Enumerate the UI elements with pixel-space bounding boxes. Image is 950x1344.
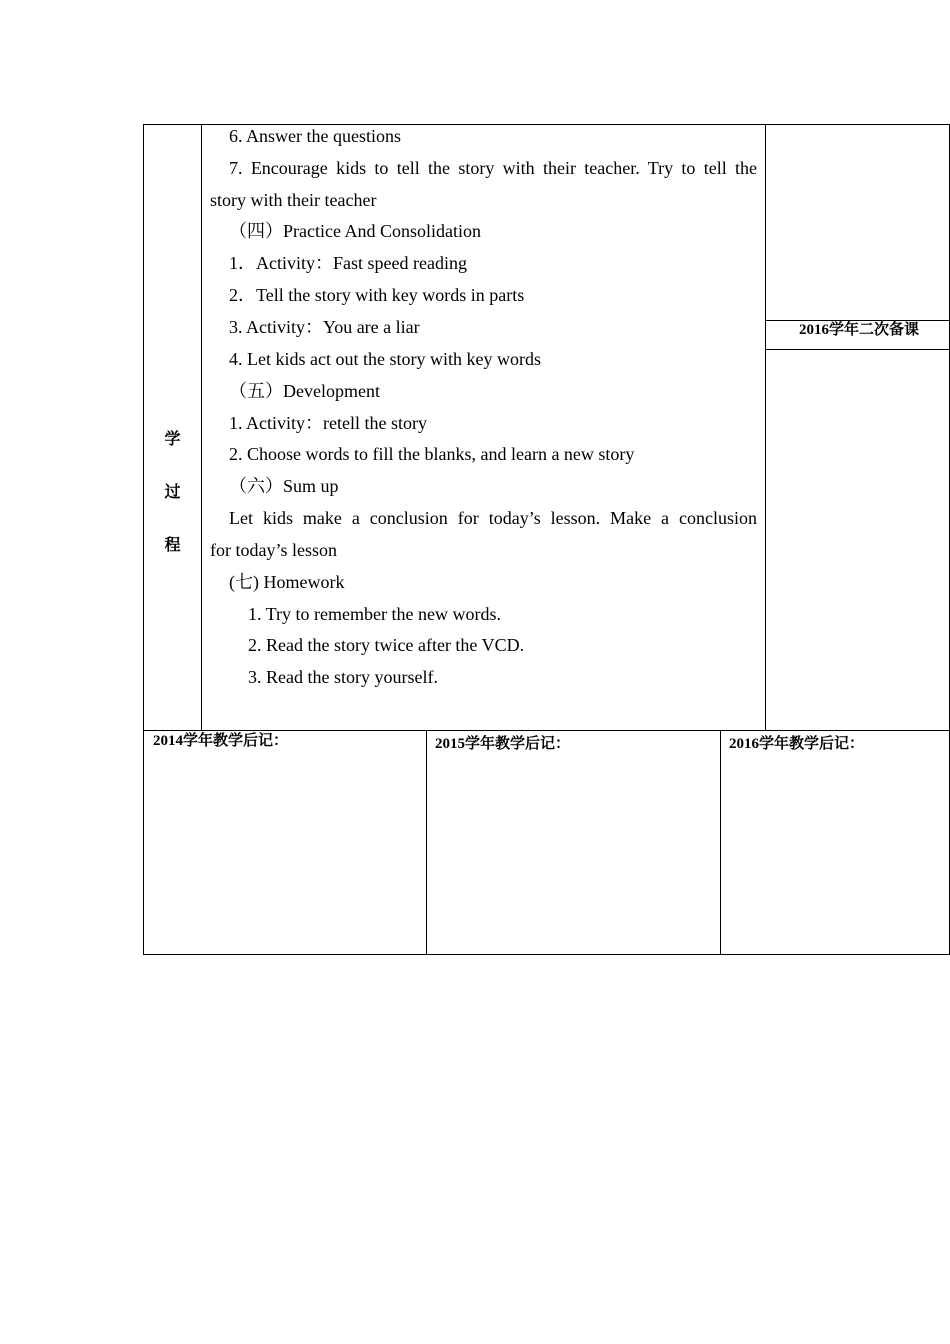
right-header-bottom-border (765, 349, 950, 350)
item-7-line-1: 7. Encourage kids to tell the story with their teacher. Try to tell the (229, 158, 757, 178)
homework-item-3: 3. Read the story yourself. (248, 667, 438, 687)
section-5-item-2: 2. Choose words to fill the blanks, and learn a new story (229, 444, 635, 464)
section-4-item-2: 2．Tell the story with key words in parts (229, 285, 525, 305)
table-middle-border (143, 730, 950, 731)
homework-item-1: 1. Try to remember the new words. (248, 604, 501, 624)
section-4-heading: （四）Practice And Consolidation (229, 221, 481, 241)
side-label-char-2: 过 (164, 482, 181, 501)
side-label-char-1: 学 (164, 429, 181, 448)
section-6-line-2: for today’s lesson (210, 540, 337, 560)
side-label-char-3: 程 (164, 535, 181, 554)
notes-divider-1 (426, 730, 427, 955)
notes-2016-label: 2016学年教学后记： (729, 736, 865, 752)
second-preparation-header: 2016学年二次备课 (799, 322, 920, 338)
item-7-line-2: story with their teacher (210, 190, 377, 210)
section-4-item-3: 3. Activity：You are a liar (229, 317, 420, 337)
section-4-item-1: 1．Activity：Fast speed reading (229, 253, 467, 273)
section-7-heading: (七) Homework (229, 572, 345, 592)
notes-2015-label: 2015学年教学后记： (435, 736, 571, 752)
section-6-heading: （六）Sum up (229, 476, 339, 496)
table-bottom-border (143, 954, 950, 955)
side-column-divider (201, 124, 202, 731)
notes-2014-label: 2014学年教学后记： (153, 733, 289, 749)
homework-item-2: 2. Read the story twice after the VCD. (248, 635, 525, 655)
section-5-heading: （五）Development (229, 381, 380, 401)
section-4-item-4: 4. Let kids act out the story with key words (229, 349, 541, 369)
section-6-line-1: Let kids make a conclusion for today’s lesson. Make a conclusion (229, 508, 757, 528)
item-6: 6. Answer the questions (229, 126, 401, 146)
content-column-divider (765, 124, 766, 731)
notes-divider-2 (720, 730, 721, 955)
section-5-item-1: 1. Activity：retell the story (229, 413, 427, 433)
